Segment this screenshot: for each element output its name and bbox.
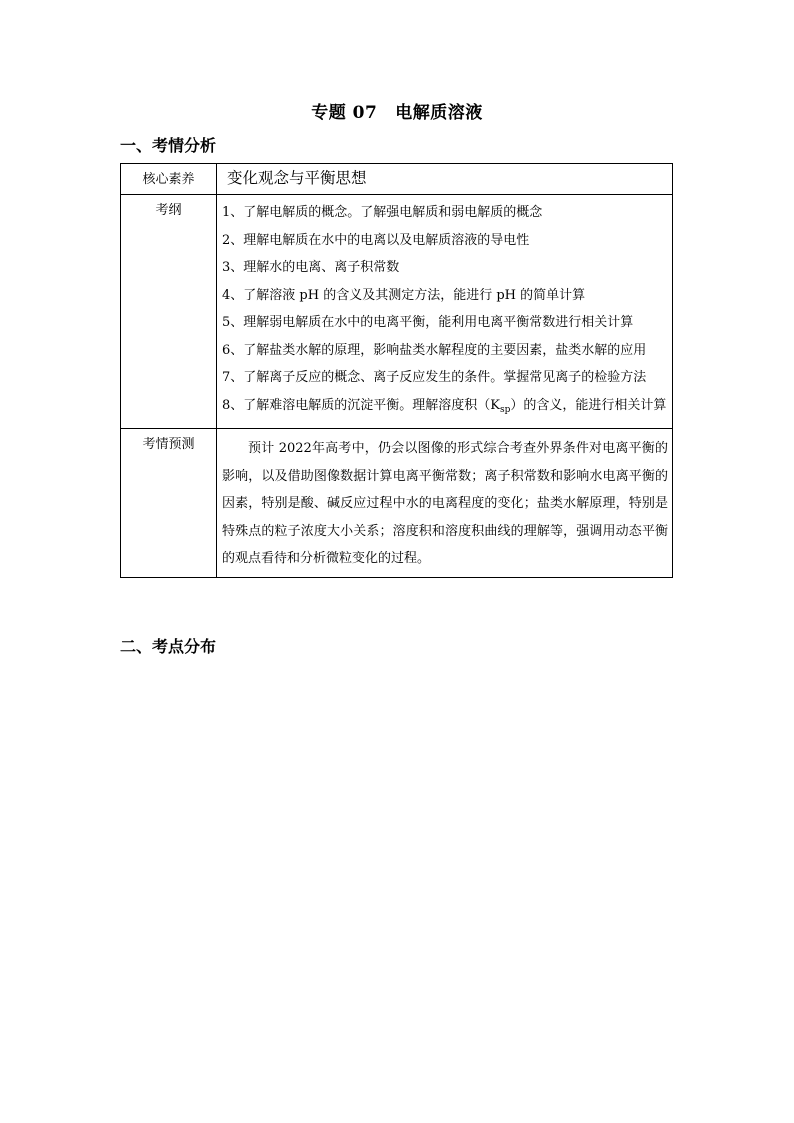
table-row-syllabus: [121, 195, 673, 429]
syllabus-list: [217, 195, 673, 429]
title-main: 电解质溶液: [395, 103, 483, 123]
table-row-forecast: [121, 429, 673, 578]
ksp-subscript: sp: [499, 404, 511, 415]
syllabus-item: 2、理解电解质在水中的电离以及电解质溶液的导电性: [222, 232, 530, 248]
table-row-core: [121, 164, 673, 195]
section-heading-distribution: 二、考点分布: [120, 637, 217, 656]
syllabus-item: 5、理解弱电解质在水中的电离平衡，能利用电离平衡常数进行相关计算: [222, 315, 634, 330]
syllabus-label: 考纲: [121, 195, 217, 429]
syllabus-item-8-before: 8、了解难溶电解质的沉淀平衡。理解溶度积（K: [222, 397, 500, 413]
syllabus-item: 7、了解离子反应的概念、离子反应发生的条件。掌握常见离子的检验方法: [222, 370, 647, 385]
core-label: 核心素养: [121, 164, 217, 195]
section-heading-analysis: 一、考情分析: [120, 136, 217, 155]
syllabus-item-8: [222, 392, 668, 425]
syllabus-item: 3、理解水的电离、离子积常数: [222, 260, 400, 275]
syllabus-item: 1、了解电解质的概念。了解强电解质和弱电解质的概念: [222, 205, 543, 220]
syllabus-item: 4、了解溶液 pH 的含义及其测定方法，能进行 pH 的简单计算: [222, 287, 586, 303]
forecast-cell: [217, 429, 673, 578]
syllabus-item-8-after: ）的含义，能进行相关计算: [510, 397, 667, 413]
forecast-text: 预计 2022年高考中，仍会以图像的形式综合考查外界条件对电离平衡的影响，以及借助图像数据计算电离平衡常数；离子积常数和影响水电离平衡的因素，特别是酸、碱反应过程中水的电离程度的变化；盐类水解原理，特别是特殊点的粒子浓度大小关系；溶度积和溶度积曲线的理解等，强调用动态平衡的观点看待和分析微粒变化的过程。: [222, 441, 668, 566]
syllabus-item: 6、了解盐类水解的原理，影响盐类水解程度的主要因素，盐类水解的应用: [222, 342, 647, 358]
document-title: [0, 98, 794, 123]
core-value: 变化观念与平衡思想: [217, 164, 673, 195]
exam-analysis-table: [120, 163, 673, 578]
title-prefix: 专题 07: [311, 103, 378, 123]
forecast-label: 考情预测: [121, 429, 217, 578]
